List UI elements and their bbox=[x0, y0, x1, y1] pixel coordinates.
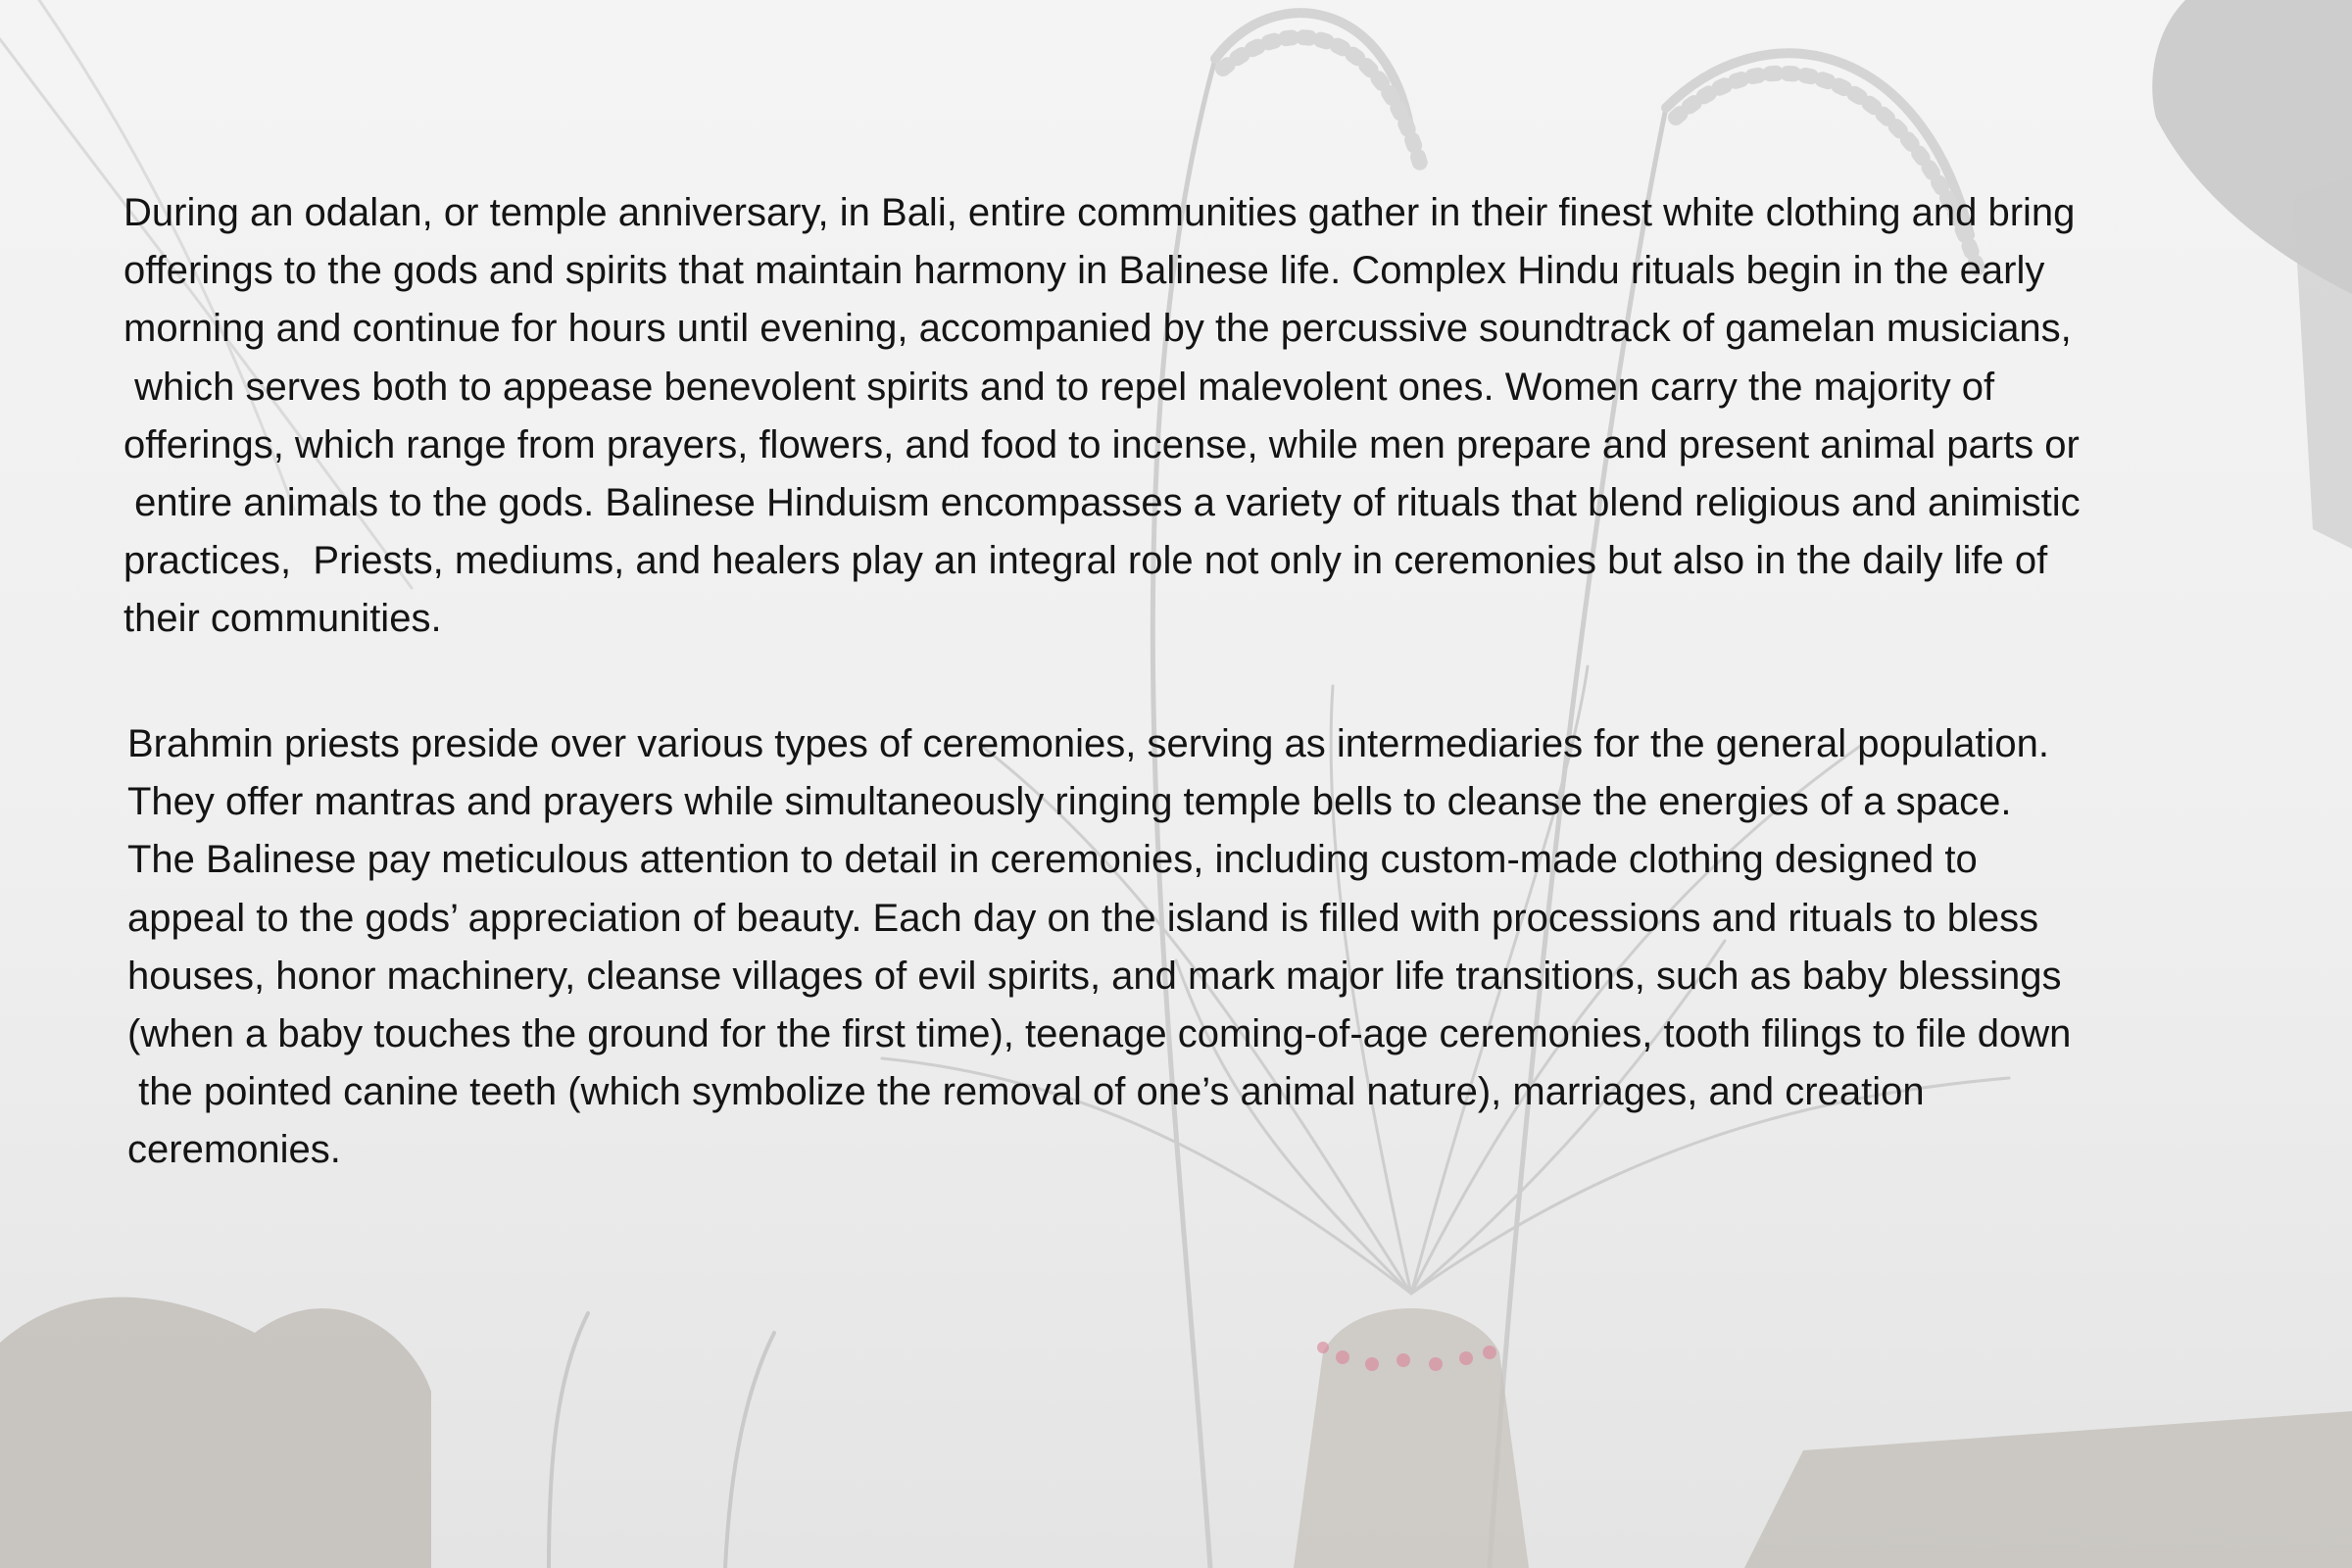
body-paragraph-odalan: During an odalan, or temple anniversary, in Bali, entire communities gather in their finest white clothing and bring offerings to the gods and spirits that maintain harmony in Balinese life. Complex Hindu rituals begin in the early morning and continue for hours until evening, accompanied by the percussive soundtrack of gamelan musicians, which serves both to appease benevolent spirits and to repel malevolent ones. Women carry the majority of offerings, which range from prayers, flowers, and food to incense, while men prepare and present animal parts or entire animals to the gods. Balinese Hinduism encompasses a variety of rituals that blend religious and animistic practices, Priests, mediums, and healers play an integral role not only in ceremonies but also in the daily life of their communities. bbox=[123, 191, 2081, 641]
body-paragraph-brahmin-priests: Brahmin priests preside over various types of ceremonies, serving as intermediaries for the general population. They offer mantras and prayers while simultaneously ringing temple bells to cleanse the energies of a space. The Balinese pay meticulous attention to detail in ceremonies, including custom-made clothing designed to appeal to the gods’ appreciation of beauty. Each day on the island is filled with processions and rituals to bless houses, honor machinery, cleanse villages of evil spirits, and mark major life transitions, such as baby blessings (when a baby touches the ground for the first time), teenage coming-of-age ceremonies, tooth filings to file down the pointed canine teeth (which symbolize the removal of one’s animal nature), marriages, and creation ceremonies. bbox=[127, 722, 2072, 1172]
